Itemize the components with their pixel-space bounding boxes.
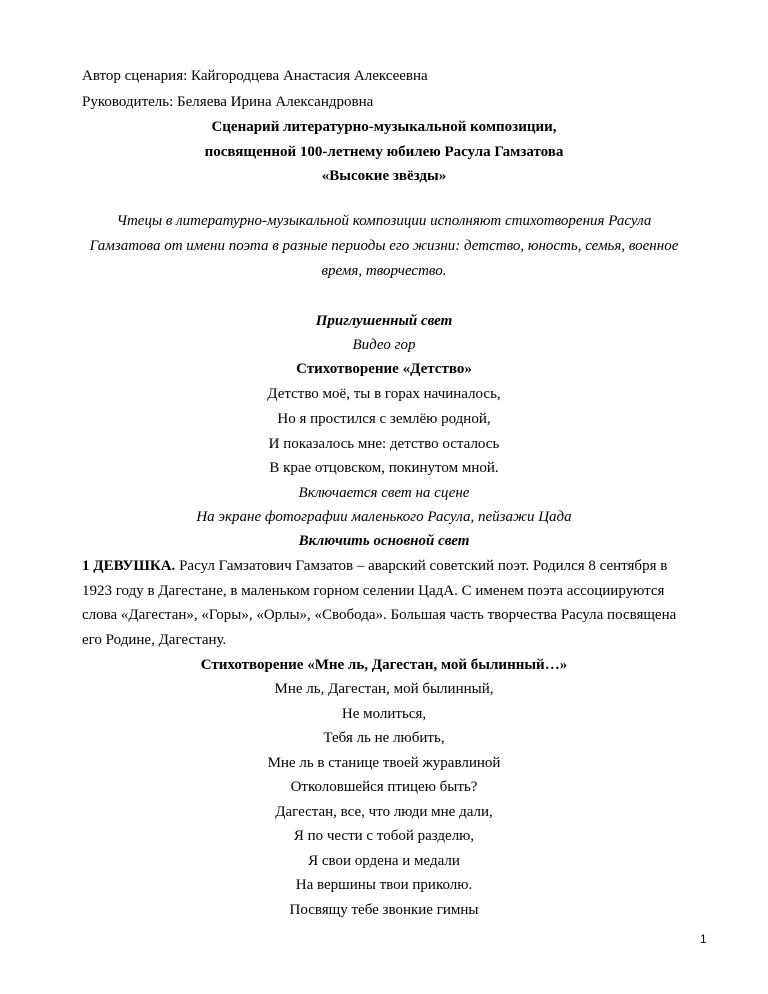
- speech-line-2: 1923 году в Дагестане, в маленьком горном селении ЦадА. С именем поэта ассоциируются: [82, 583, 665, 599]
- author-line: Автор сценария: Кайгородцева Анастасия Алексеевна: [82, 68, 428, 84]
- speaker-label: 1 ДЕВУШКА.: [82, 558, 176, 574]
- poem-line: Посвящу тебе звонкие гимны: [289, 902, 479, 918]
- poem-line: Тебя ль не любить,: [323, 730, 445, 746]
- poem-line: И показалось мне: детство осталось: [268, 436, 500, 452]
- intro-line-1: Чтецы в литературно-музыкальной композиции исполняют стихотворения Расула: [116, 213, 652, 229]
- poem-title-childhood: Стихотворение «Детство»: [296, 361, 472, 377]
- poem-line: На вершины твои приколю.: [295, 877, 473, 893]
- poem-line: Мне ль в станице твоей журавлиной: [267, 755, 501, 771]
- poem-line: Отколовшейся птицею быть?: [290, 779, 478, 795]
- poem-line: Мне ль, Дагестан, мой былинный,: [274, 681, 494, 697]
- speech-line-4: его Родине, Дагестану.: [82, 632, 227, 648]
- stage-direction-light-on: Включается свет на сцене: [298, 485, 470, 501]
- poem-line: Не молиться,: [341, 706, 427, 722]
- speech-text: Расул Гамзатович Гамзатов – аварский советский поэт. Родился 8 сентября в: [175, 558, 668, 574]
- poem-line: Но я простился с землёю родной,: [277, 411, 491, 427]
- stage-direction-photos: На экране фотографии маленького Расула, пейзажи Цада: [196, 509, 572, 525]
- poem-line: Дагестан, все, что люди мне дали,: [275, 804, 493, 820]
- intro-line-2: Гамзатова от имени поэта в разные периоды его жизни: детство, юность, семья, военное: [89, 238, 679, 254]
- poem-title-dagestan: Стихотворение «Мне ль, Дагестан, мой былинный…»: [200, 657, 568, 673]
- poem-line: Я свои ордена и медали: [308, 853, 460, 869]
- title-line-3: «Высокие звёзды»: [321, 168, 447, 184]
- page-number: 1: [700, 932, 707, 946]
- poem-line: Детство моё, ты в горах начиналось,: [267, 386, 501, 402]
- stage-direction-main-light: Включить основной свет: [298, 533, 470, 549]
- title-line-1: Сценарий литературно-музыкальной композиции,: [211, 119, 557, 135]
- speech-line-3: слова «Дагестан», «Горы», «Орлы», «Свобода». Большая часть творчества Расула посвящена: [82, 607, 677, 623]
- poem-line: В крае отцовском, покинутом мной.: [269, 460, 499, 476]
- stage-direction-video: Видео гор: [352, 337, 416, 353]
- supervisor-line: Руководитель: Беляева Ирина Александровна: [82, 94, 374, 110]
- intro-line-3: время, творчество.: [321, 263, 447, 279]
- stage-direction-dim-light: Приглушенный свет: [315, 313, 453, 329]
- title-line-2: посвященной 100-летнему юбилею Расула Гамзатова: [204, 144, 564, 160]
- poem-line: Я по чести с тобой разделю,: [293, 828, 475, 844]
- speech-line-1: [82, 557, 667, 575]
